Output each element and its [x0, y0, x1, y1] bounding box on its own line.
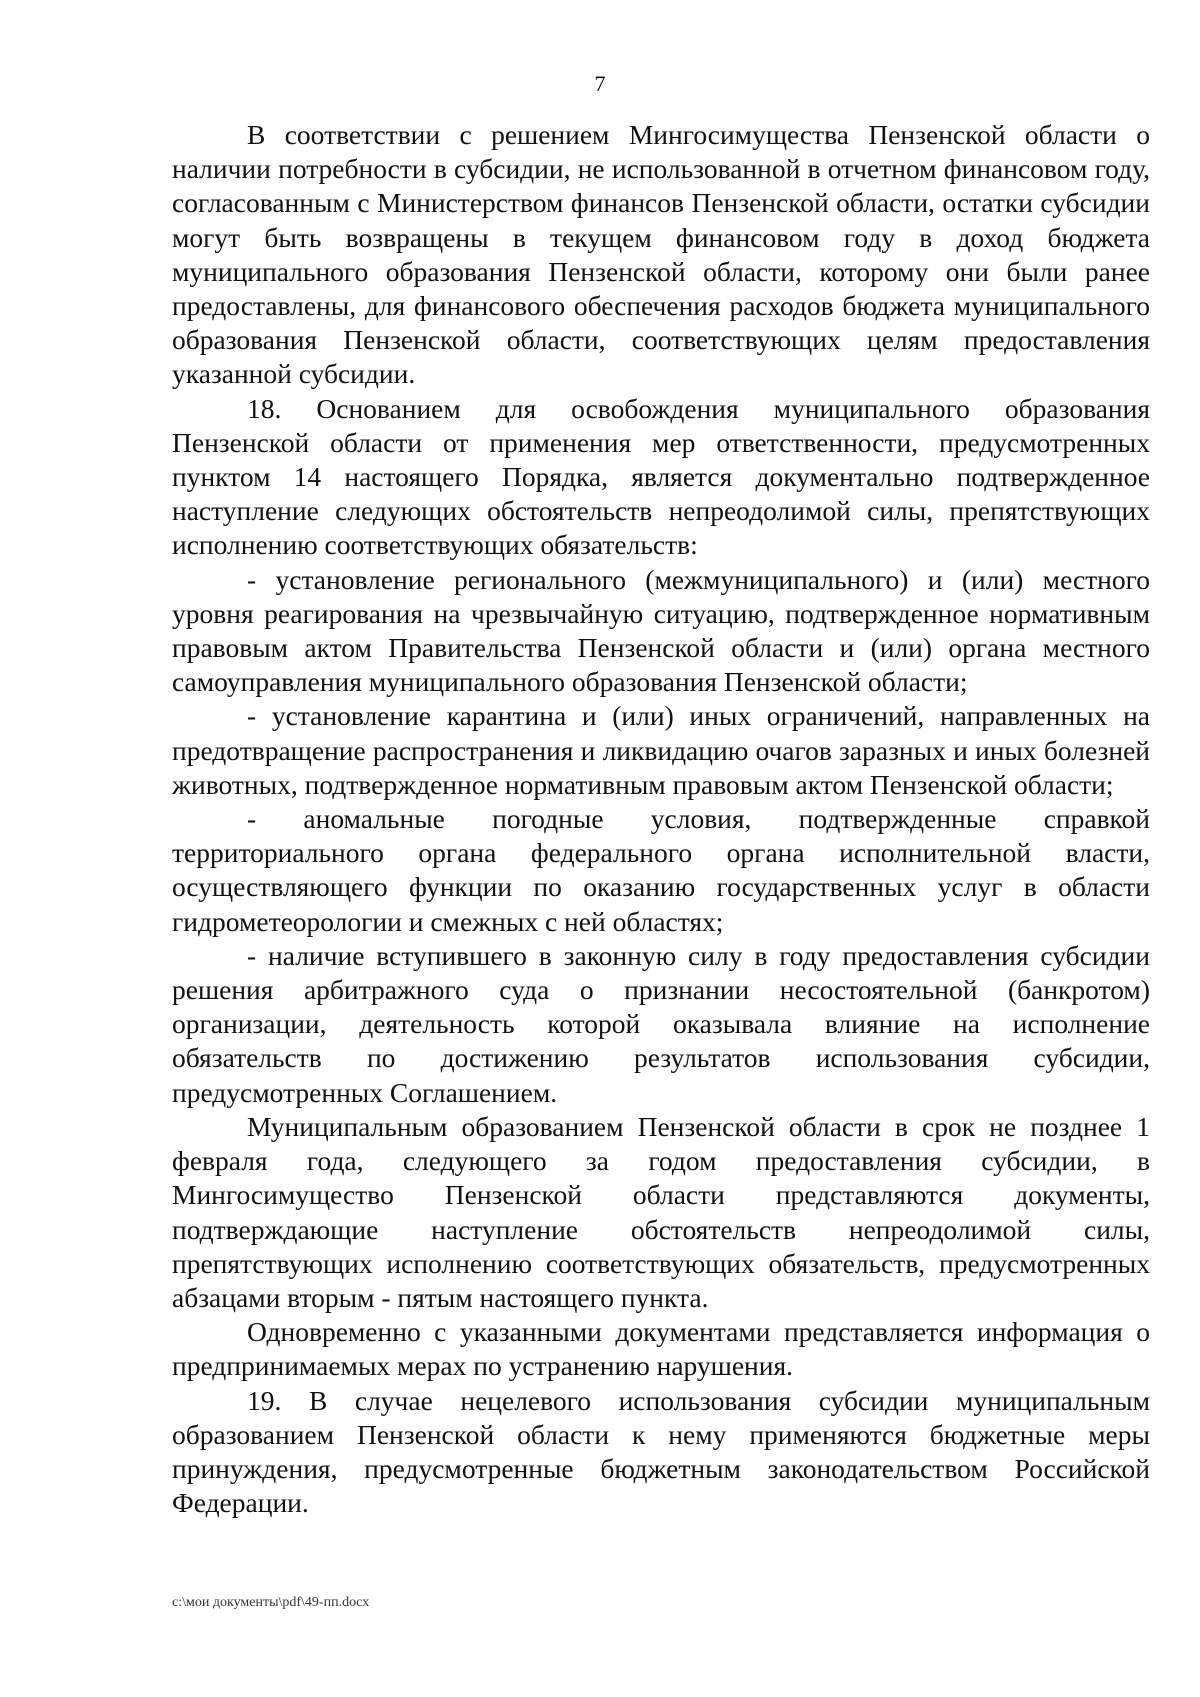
- list-item-abnormal-weather: - аномальные погодные условия, подтвержденные справкой территориального органа федерального органа исполнительной власти, осуществляющего функции по оказанию государственных услуг в области гидрометеорологии и смежных с ней областях;: [172, 803, 1150, 937]
- list-item-bankruptcy-ruling: - наличие вступившего в законную силу в году предоставления субсидии решения арбитражного суда о признании несостоятельной (банкротом) организации, деятельность которой оказывала влияние на исполнение обязательств по достижению результатов использования субсидии, предусмотренных Соглашением.: [172, 939, 1150, 1108]
- list-item-quarantine: - установление карантина и (или) иных ограничений, направленных на предотвращение распространения и ликвидацию очагов заразных и иных болезней животных, подтвержденное нормативным правовым актом Пензенской области;: [172, 700, 1150, 800]
- footer-file-path: c:\мои документы\pdf\49-пп.docx: [172, 1595, 370, 1610]
- paragraph-clause-19: 19. В случае нецелевого использования субсидии муниципальным образованием Пензенской области к нему применяются бюджетные меры принуждения, предусмотренные бюджетным законодательством Российской Федерации.: [172, 1384, 1150, 1519]
- paragraph-documents-deadline: Муниципальным образованием Пензенской области в срок не позднее 1 февраля года, следующего за годом предоставления субсидии, в Мингосимущество Пензенской области представляются документы, подтверждающие наступление обстоятельств непреодолимой силы, препятствующих исполнению соответствующих обязательств, предусмотренных абзацами вторым - пятым настоящего пункта.: [172, 1110, 1150, 1313]
- paragraph-measures-info: Одновременно с указанными документами представляется информация о предпринимаемых мерах по устранению нарушения.: [172, 1316, 1150, 1382]
- paragraph-clause-18: 18. Основанием для освобождения муниципального образования Пензенской области от применения мер ответственности, предусмотренных пунктом 14 настоящего Порядка, является документально подтвержденное наступление следующих обстоятельств непреодолимой силы, препятствующих исполнению соответствующих обязательств:: [172, 392, 1150, 561]
- document-body: [172, 118, 1150, 1520]
- page-number: 7: [594, 71, 606, 96]
- list-item-emergency-response: - установление регионального (межмуниципального) и (или) местного уровня реагирования на чрезвычайную ситуацию, подтвержденное нормативным правовым актом Правительства Пензенской области и (или) органа местного самоуправления муниципального образования Пензенской области;: [172, 563, 1150, 698]
- paragraph-subsidy-return: В соответствии с решением Мингосимущества Пензенской области о наличии потребности в субсидии, не использованной в отчетном финансовом году, согласованным с Министерством финансов Пензенской области, остатки субсидии могут быть возвращены в текущем финансовом году в доход бюджета муниципального образования Пензенской области, которому они были ранее предоставлены, для финансового обеспечения расходов бюджета муниципального образования Пензенской области, соответствующих целям предоставления указанной субсидии.: [172, 119, 1150, 390]
